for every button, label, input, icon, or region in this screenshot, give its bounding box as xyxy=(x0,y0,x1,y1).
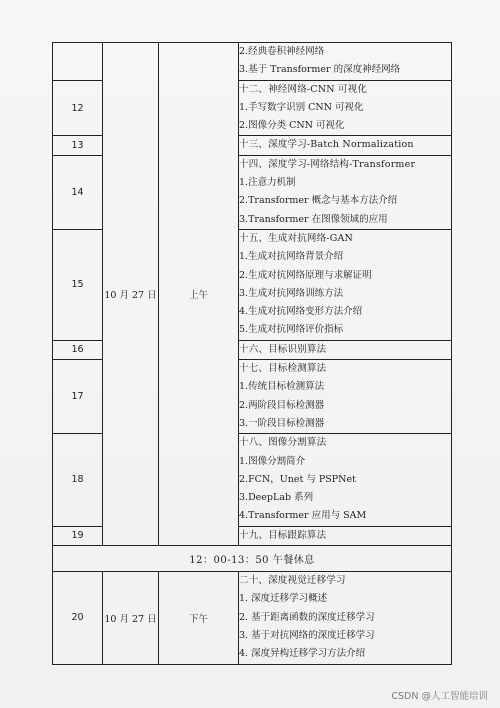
content-line: 4. 深度异构迁移学习方法介绍 xyxy=(239,648,366,660)
content-line: 1.手写数字识别 CNN 可视化 xyxy=(239,101,364,113)
session-content xyxy=(239,526,452,545)
table-row xyxy=(53,572,452,664)
lunch-break-row: 12：00-13：50 午餐休息 xyxy=(53,546,452,572)
content-line: 3. 基于对抗网络的深度迁移学习 xyxy=(239,629,375,641)
session-content xyxy=(239,43,452,81)
session-date: 10 月 27 日 xyxy=(103,572,159,664)
content-heading: 十九、目标跟踪算法 xyxy=(239,529,327,541)
content-line: 2.Transformer 概念与基本方法介绍 xyxy=(239,195,398,207)
session-content xyxy=(239,340,452,359)
session-number: 15 xyxy=(53,229,103,340)
session-content xyxy=(239,360,452,434)
table-row xyxy=(53,546,452,572)
content-line: 1.生成对抗网络背景介绍 xyxy=(239,251,344,263)
content-line: 2.经典卷积神经网络 xyxy=(239,46,325,57)
content-line: 3.一阶段目标检测器 xyxy=(239,417,325,429)
session-content xyxy=(239,572,452,664)
schedule-table xyxy=(52,42,452,665)
session-number: 20 xyxy=(53,572,103,664)
session-number xyxy=(53,43,103,81)
session-content xyxy=(239,229,452,340)
session-number: 17 xyxy=(53,360,103,434)
content-line: 1.图像分割简介 xyxy=(239,455,306,467)
session-date: 10 月 27 日 xyxy=(103,43,159,546)
session-content xyxy=(239,155,452,229)
content-line: 2.FCN，Unet 与 PSPNet xyxy=(239,473,356,485)
session-content xyxy=(239,434,452,526)
content-heading: 十八、图像分割算法 xyxy=(239,437,327,449)
content-line: 4.生成对抗网络变形方法介绍 xyxy=(239,306,363,318)
session-number: 13 xyxy=(53,136,103,155)
content-heading: 十五、生成对抗网络-GAN xyxy=(239,232,354,244)
content-line: 1.注意力机制 xyxy=(239,177,296,189)
content-line: 2. 基于距离函数的深度迁移学习 xyxy=(239,611,375,623)
session-content xyxy=(239,136,452,155)
content-heading: 十四、深度学习-网络结构-Transformer xyxy=(239,158,416,170)
session-number: 19 xyxy=(53,526,103,545)
content-line: 2.生成对抗网络原理与求解证明 xyxy=(239,269,372,281)
content-line: 1. 深度迁移学习概述 xyxy=(239,593,328,605)
session-number: 18 xyxy=(53,434,103,526)
content-line: 3.基于 Transformer 的深度神经网络 xyxy=(239,64,401,76)
content-line: 1.传统目标检测算法 xyxy=(239,381,325,393)
session-number: 16 xyxy=(53,340,103,359)
content-line: 5.生成对抗网络评价指标 xyxy=(239,324,344,336)
session-number: 12 xyxy=(53,80,103,136)
content-line: 3.Transformer 在图像领域的应用 xyxy=(239,213,388,225)
content-line: 3.DeepLab 系列 xyxy=(239,492,314,504)
content-heading: 十六、目标识别算法 xyxy=(239,343,327,355)
content-line: 4.Transformer 应用与 SAM xyxy=(239,510,367,522)
session-content xyxy=(239,80,452,136)
content-heading: 十三、深度学习-Batch Normalization xyxy=(239,139,414,151)
table-row xyxy=(53,43,452,81)
content-line: 2.两阶段目标检测器 xyxy=(239,399,325,411)
content-heading: 十七、目标检测算法 xyxy=(239,363,327,375)
watermark: CSDN @人工智能培训 xyxy=(391,691,488,702)
content-heading: 十二、神经网络-CNN 可视化 xyxy=(239,83,368,95)
content-line: 2.图像分类 CNN 可视化 xyxy=(239,120,345,132)
session-period: 下午 xyxy=(159,572,239,664)
content-heading: 二十、深度视觉迁移学习 xyxy=(239,575,346,587)
session-period: 上午 xyxy=(159,43,239,546)
session-number: 14 xyxy=(53,155,103,229)
content-line: 3.生成对抗网络训练方法 xyxy=(239,287,344,299)
